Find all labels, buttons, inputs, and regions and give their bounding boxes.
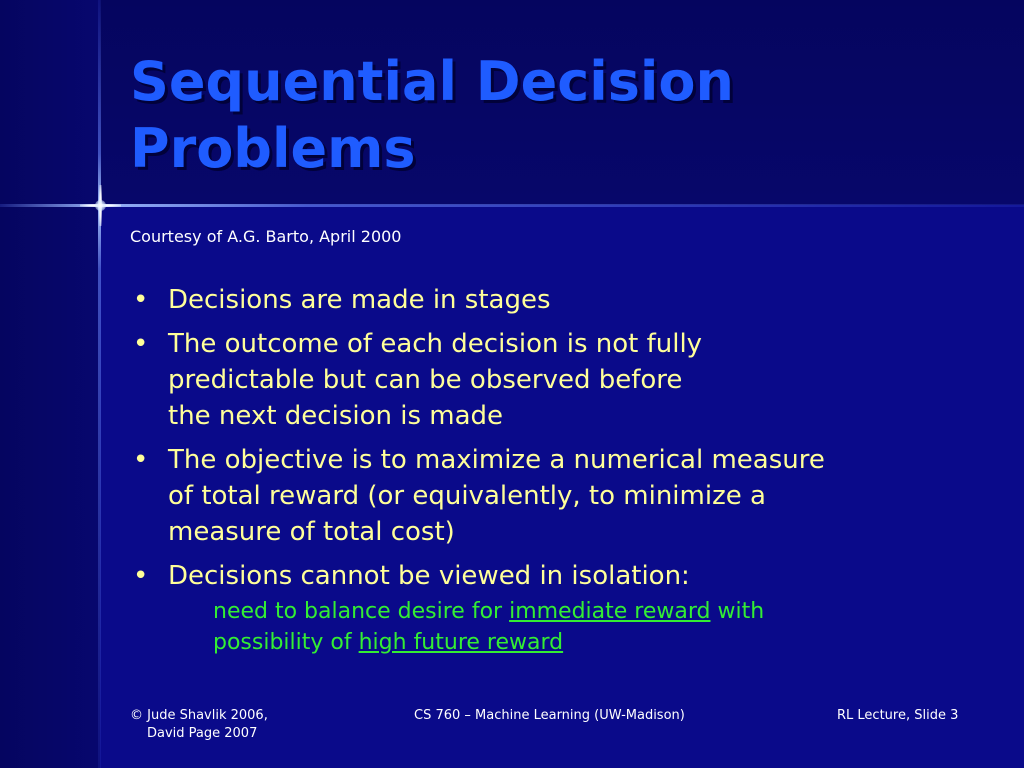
slide-title: Sequential Decision Problems (130, 50, 734, 180)
sub-text: with (710, 599, 765, 624)
bullet-icon: • (133, 285, 149, 315)
footer-course: CS 760 – Machine Learning (UW-Madison) (414, 708, 685, 723)
bullet-text-line: predictable but can be observed before (168, 365, 683, 395)
footer-copyright (130, 707, 268, 743)
bullet-text: Decisions cannot be viewed in isolation: (168, 561, 690, 591)
footer-copyright-line: David Page 2007 (147, 726, 258, 741)
bullet-text-line: of total reward (or equivalently, to minimize a (168, 481, 766, 511)
horizontal-accent-line (0, 204, 1024, 207)
bullet-text-line: the next decision is made (168, 401, 504, 431)
footer-copyright-line: © Jude Shavlik 2006, (130, 708, 268, 723)
bullet-text-line: The outcome of each decision is not fully (168, 329, 703, 359)
bullet-icon: • (133, 329, 149, 359)
bullet-item (130, 558, 950, 594)
bullet-icon: • (133, 445, 149, 475)
footer-slide-number: RL Lecture, Slide 3 (837, 708, 959, 723)
bullet-icon: • (133, 561, 149, 591)
immediate-reward-link[interactable]: immediate reward (509, 599, 711, 624)
bullet-list (130, 282, 950, 658)
left-strip-background (0, 0, 100, 768)
sub-text: need to balance desire for (213, 599, 510, 624)
bullet-text-line: The objective is to maximize a numerical measure (168, 445, 825, 475)
bullet-item (130, 442, 950, 550)
sub-bullet (130, 596, 950, 658)
sub-text: possibility of (213, 630, 359, 655)
high-future-reward-link[interactable]: high future reward (358, 630, 564, 655)
bullet-item (130, 326, 950, 434)
bullet-text-line: measure of total cost) (168, 517, 455, 547)
bullet-text: Decisions are made in stages (168, 285, 551, 315)
vertical-accent-line (98, 0, 101, 768)
bullet-item (130, 282, 950, 318)
courtesy-note: Courtesy of A.G. Barto, April 2000 (130, 227, 402, 246)
